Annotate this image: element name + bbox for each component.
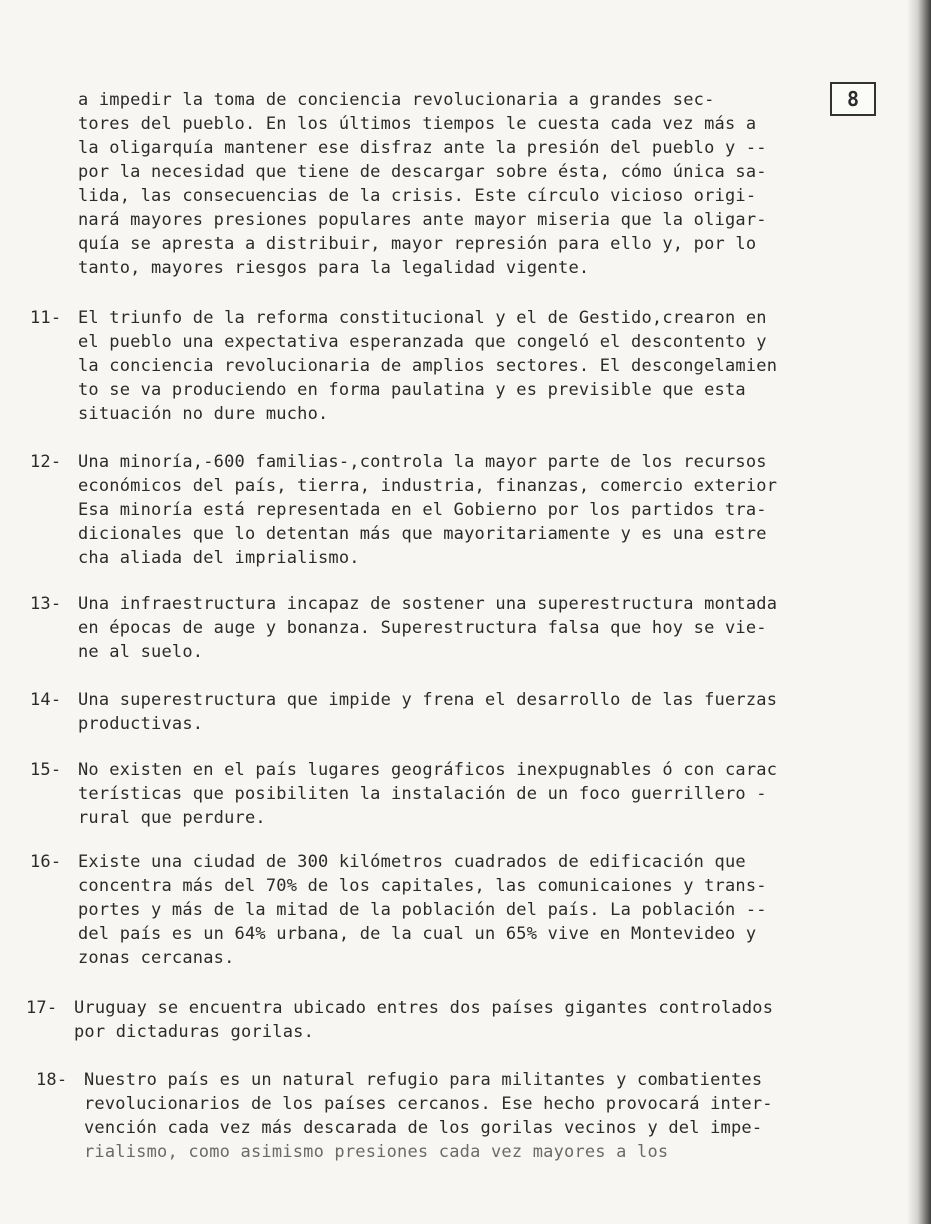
text-line: Esa minoría está representada en el Gobierno por los partidos tra-: [78, 500, 767, 520]
text-line: la oligarquía mantener ese disfraz ante la presión del pueblo y --: [78, 138, 767, 158]
text-line: No existen en el país lugares geográficos inexpugnables ó con carac: [78, 760, 778, 780]
text-line: el pueblo una expectativa esperanzada que congeló el descontento y: [78, 332, 767, 352]
item-number: 15-: [30, 760, 62, 780]
text-line: económicos del país, tierra, industria, finanzas, comercio exterior: [78, 476, 778, 496]
item-body: [84, 1068, 894, 1164]
text-line: rural que perdure.: [78, 808, 266, 828]
text-line: Existe una ciudad de 300 kilómetros cuadrados de edificación que: [78, 852, 746, 872]
item-body: [78, 592, 888, 664]
text-line: Uruguay se encuentra ubicado entres dos países gigantes controlados: [74, 998, 774, 1018]
item-body: [78, 688, 888, 736]
text-line: lida, las consecuencias de la crisis. Este círculo vicioso origi-: [78, 186, 757, 206]
item-number: 14-: [30, 690, 62, 710]
text-line: cha aliada del imprialismo.: [78, 548, 360, 568]
text-line: to se va produciendo en forma paulatina y es previsible que esta: [78, 380, 746, 400]
text-line: productivas.: [78, 714, 204, 734]
text-line: situación no dure mucho.: [78, 404, 329, 424]
text-line: la conciencia revolucionaria de amplios sectores. El descongelamien: [78, 356, 778, 376]
text-line: El triunfo de la reforma constitucional y el de Gestido,crearon en: [78, 308, 767, 328]
text-line: en épocas de auge y bonanza. Superestructura falsa que hoy se vie-: [78, 618, 767, 638]
item-number: 11-: [30, 308, 62, 328]
text-line: a impedir la toma de conciencia revolucionaria a grandes sec-: [78, 90, 715, 110]
text-line: nará mayores presiones populares ante mayor miseria que la oligar-: [78, 210, 767, 230]
text-line: terísticas que posibiliten la instalación de un foco guerrillero -: [78, 784, 767, 804]
text-line: concentra más del 70% de los capitales, las comunicaiones y trans-: [78, 876, 767, 896]
text-line: revolucionarios de los países cercanos. Ese hecho provocará inter-: [84, 1094, 773, 1114]
text-line: Una superestructura que impide y frena el desarrollo de las fuerzas: [78, 690, 778, 710]
item-body: [78, 306, 888, 426]
text-line: por dictaduras gorilas.: [74, 1022, 315, 1042]
text-line: dicionales que lo detentan más que mayoritariamente y es una estre: [78, 524, 767, 544]
text-line: Una minoría,-600 familias-,controla la mayor parte de los recursos: [78, 452, 767, 472]
text-line: Nuestro país es un natural refugio para militantes y combatientes: [84, 1070, 763, 1090]
text-line: Una infraestructura incapaz de sostener una superestructura montada: [78, 594, 778, 614]
text-line: tanto, mayores riesgos para la legalidad vigente.: [78, 258, 590, 278]
page-edge-shadow: [907, 0, 931, 1224]
item-body: [78, 450, 888, 570]
item-number: 13-: [30, 594, 62, 614]
item-body: [78, 850, 888, 970]
text-line: del país es un 64% urbana, de la cual un 65% vive en Montevideo y: [78, 924, 757, 944]
text-line: quía se apresta a distribuir, mayor represión para ello y, por lo: [78, 234, 757, 254]
item-number: 16-: [30, 852, 62, 872]
item-number: 18-: [36, 1070, 68, 1090]
intro-paragraph: [78, 88, 868, 280]
item-body: [78, 758, 888, 830]
item-number: 12-: [30, 452, 62, 472]
item-number: 17-: [26, 998, 58, 1018]
item-body: [74, 996, 884, 1044]
text-line: rialismo, como asimismo presiones cada vez mayores a los: [84, 1142, 669, 1162]
text-line: por la necesidad que tiene de descargar sobre ésta, cómo única sa-: [78, 162, 767, 182]
text-line: vención cada vez más descarada de los gorilas vecinos y del impe-: [84, 1118, 763, 1138]
text-line: tores del pueblo. En los últimos tiempos le cuesta cada vez más a: [78, 114, 757, 134]
text-line: ne al suelo.: [78, 642, 204, 662]
text-line: zonas cercanas.: [78, 948, 235, 968]
page-number: 8: [830, 82, 876, 116]
text-line: portes y más de la mitad de la población del país. La población --: [78, 900, 767, 920]
